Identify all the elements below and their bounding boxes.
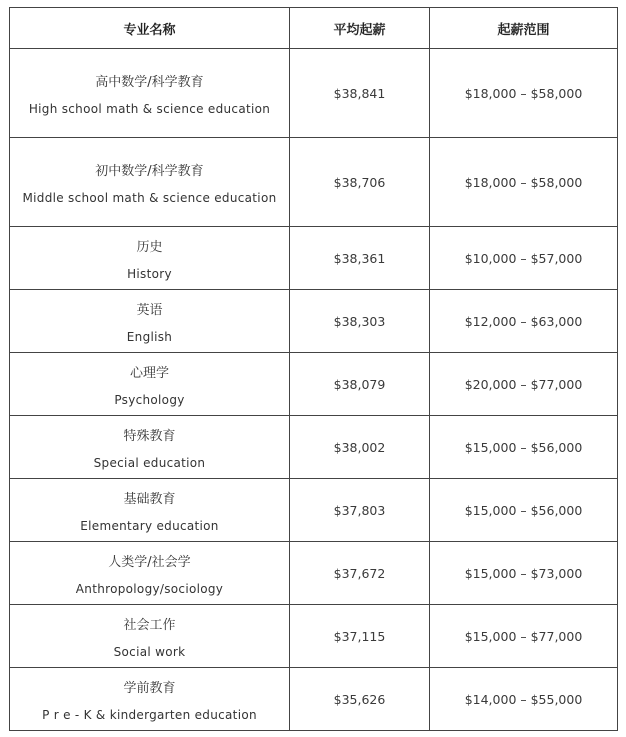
major-cell [10,605,290,668]
salary-table [9,7,618,731]
major-name-en: Anthropology/sociology [75,581,224,596]
major-name-en: English [126,329,173,344]
major-cell [10,479,290,542]
range-cell: $18,000 – $58,000 [430,49,618,138]
major-cell [10,668,290,731]
table-row [10,227,618,290]
avg-salary-cell: $37,803 [290,479,430,542]
range-cell: $15,000 – $73,000 [430,542,618,605]
table-row [10,668,618,731]
major-name-en: Special education [93,455,206,470]
major-name-cn: 特殊教育 [123,428,176,444]
range-cell: $15,000 – $56,000 [430,416,618,479]
major-name-cn: 历史 [136,239,163,255]
avg-salary-cell: $38,361 [290,227,430,290]
avg-salary-cell: $38,002 [290,416,430,479]
major-name-cn: 初中数学/科学教育 [95,163,204,179]
major-name-cn: 学前教育 [123,680,176,696]
avg-salary-cell: $38,079 [290,353,430,416]
major-name-cn: 人类学/社会学 [108,554,191,570]
header-major: 专业名称 [10,8,290,49]
range-cell: $15,000 – $77,000 [430,605,618,668]
table-row [10,479,618,542]
major-name-cn: 社会工作 [123,617,176,633]
major-name-cn: 基础教育 [123,491,176,507]
range-cell: $15,000 – $56,000 [430,479,618,542]
major-name-cn: 英语 [136,302,163,318]
avg-salary-cell: $38,706 [290,138,430,227]
table-row [10,290,618,353]
table-header-row [10,8,618,49]
range-cell: $12,000 – $63,000 [430,290,618,353]
major-name-cn: 心理学 [129,365,169,381]
table-row [10,49,618,138]
major-name-en: Elementary education [80,518,219,533]
avg-salary-cell: $37,672 [290,542,430,605]
major-cell [10,542,290,605]
range-cell: $20,000 – $77,000 [430,353,618,416]
avg-salary-cell: $35,626 [290,668,430,731]
range-cell: $14,000 – $55,000 [430,668,618,731]
table-row [10,138,618,227]
major-name-cn: 高中数学/科学教育 [95,74,204,90]
major-cell [10,138,290,227]
major-cell [10,416,290,479]
major-cell [10,49,290,138]
major-name-en: High school math & science education [28,101,271,116]
major-name-en: P r e - K & kindergarten education [42,707,257,722]
table-row [10,605,618,668]
major-name-en: Middle school math & science education [22,190,277,205]
table-row [10,353,618,416]
major-cell [10,353,290,416]
header-range: 起薪范围 [430,8,618,49]
range-cell: $18,000 – $58,000 [430,138,618,227]
major-name-en: Social work [113,644,186,659]
avg-salary-cell: $37,115 [290,605,430,668]
major-name-en: Psychology [114,392,185,407]
major-cell [10,290,290,353]
table-row [10,416,618,479]
avg-salary-cell: $38,841 [290,49,430,138]
avg-salary-cell: $38,303 [290,290,430,353]
major-cell [10,227,290,290]
major-name-en: History [127,266,172,281]
header-avg-salary: 平均起薪 [290,8,430,49]
table-row [10,542,618,605]
range-cell: $10,000 – $57,000 [430,227,618,290]
